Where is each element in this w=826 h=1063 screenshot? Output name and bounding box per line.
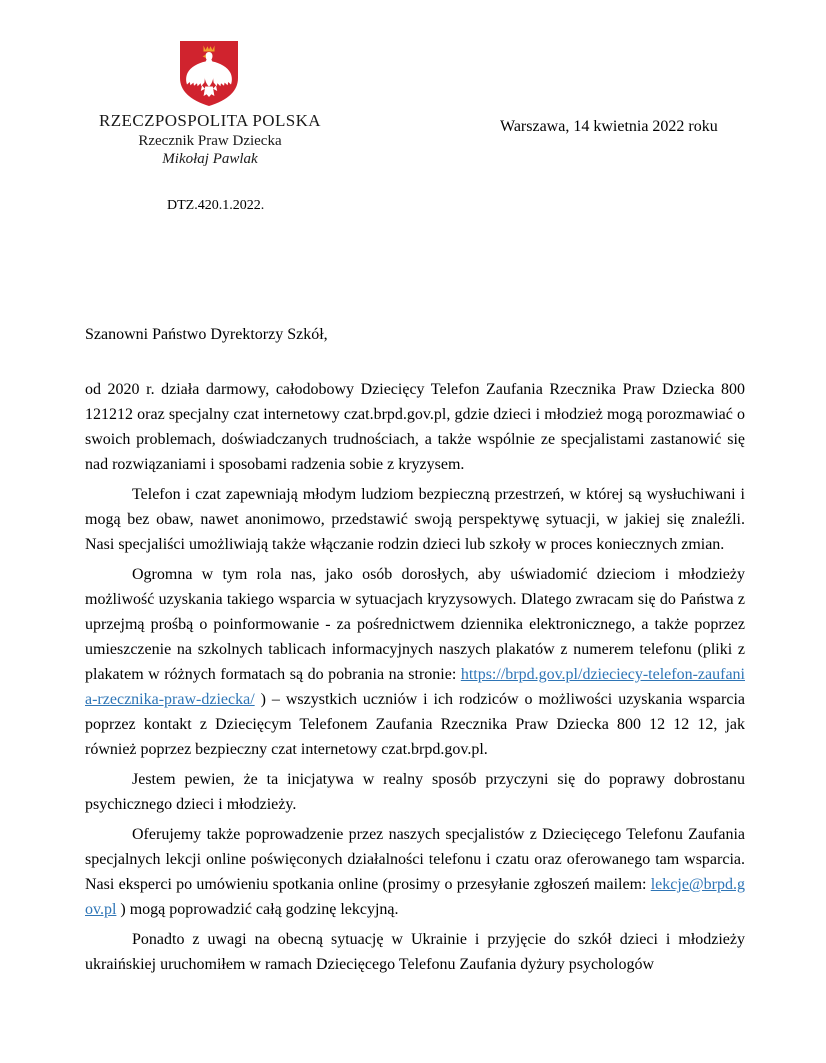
coat-of-arms-icon bbox=[178, 40, 240, 108]
salutation: Szanowni Państwo Dyrektorzy Szkół, bbox=[85, 326, 328, 343]
paragraph-conviction: Jestem pewien, że ta inicjatywa w realny sposób przyczyni się do poprawy dobrostanu psychicznego dzieci i młodzieży. bbox=[85, 771, 745, 813]
officeholder-name: Mikołaj Pawlak bbox=[162, 151, 258, 167]
letter-body bbox=[85, 322, 745, 982]
lessons-email-link[interactable]: lekcje@brpd.gov.pl bbox=[85, 876, 745, 918]
paragraph-ukraine: Ponadto z uwagi na obecną sytuację w Ukrainie i przyjęcie do szkół dzieci i młodzieży ukraińskiej uruchomiłem w ramach Dziecięcego Telefonu Zaufania dyżury psychologów bbox=[85, 931, 745, 973]
office-name: Rzecznik Praw Dziecka bbox=[138, 133, 282, 149]
paragraph-request-text-after: ) – wszystkich uczniów i ich rodziców o możliwości uzyskania wsparcia poprzez kontakt z Dziecięcym Telefonem Zaufania Rzecznika Praw Dziecka 800 12 12 12, jak również poprzez bezpieczny czat internetowy czat.brpd.gov.pl. bbox=[85, 691, 745, 758]
paragraph-request bbox=[85, 562, 745, 762]
paragraph-phone-chat: Telefon i czat zapewniają młodym ludziom bezpieczną przestrzeń, w której są wysłuchiwani i mogą bez obaw, nawet anonimowo, przedstawić swoją perspektywę sytuacji, w jakiej się znaleźli. Nasi specjaliści umożliwiają także włączanie rodzin dzieci lub szkoły w proces koniecznych zmian. bbox=[85, 486, 745, 553]
reference-number: DTZ.420.1.2022. bbox=[167, 198, 265, 213]
paragraph-lessons-text-before: Oferujemy także poprowadzenie przez naszych specjalistów z Dziecięcego Telefonu Zaufania specjalnych lekcji online poświęconych działalności telefonu i czatu oraz oferowanego tam wsparcia. Nasi eksperci po umówieniu spotkania online (prosimy o przesyłanie zgłoszeń mailem: bbox=[85, 826, 745, 893]
poster-download-link[interactable]: https://brpd.gov.pl/dzieciecy-telefon-zaufania-rzecznika-praw-dziecka/ bbox=[85, 666, 745, 708]
polish-coat-of-arms-emblem bbox=[178, 40, 240, 108]
place-and-date: Warszawa, 14 kwietnia 2022 roku bbox=[500, 118, 718, 135]
paragraph-intro: od 2020 r. działa darmowy, całodobowy Dziecięcy Telefon Zaufania Rzecznika Praw Dziecka 800 121212 oraz specjalny czat internetowy czat.brpd.gov.pl, gdzie dzieci i młodzież mogą porozmawiać o swoich problemach, doświadczanych trudnościach, a także wspólnie ze specjalistami zastanowić się nad rozwiązaniami i sposobami radzenia sobie z kryzysem. bbox=[85, 381, 745, 473]
paragraph-lessons-text-after: ) mogą poprowadzić całą godzinę lekcyjną. bbox=[116, 901, 399, 918]
paragraph-lessons-offer bbox=[85, 822, 745, 922]
paragraph-request-text-before: Ogromna w tym rola nas, jako osób dorosłych, aby uświadomić dzieciom i młodzieży możliwość uzyskania takiego wsparcia w sytuacjach kryzysowych. Dlatego zwracam się do Państwa z uprzejmą prośbą o poinformowanie - za pośrednictwem dziennika elektronicznego, a także poprzez umieszczenie na szkolnych tablicach informacyjnych naszych plakatów z numerem telefonu (pliki z plakatem w różnych formatach są do pobrania na stronie: bbox=[85, 566, 745, 683]
institution-name: RZECZPOSPOLITA POLSKA bbox=[99, 111, 321, 130]
